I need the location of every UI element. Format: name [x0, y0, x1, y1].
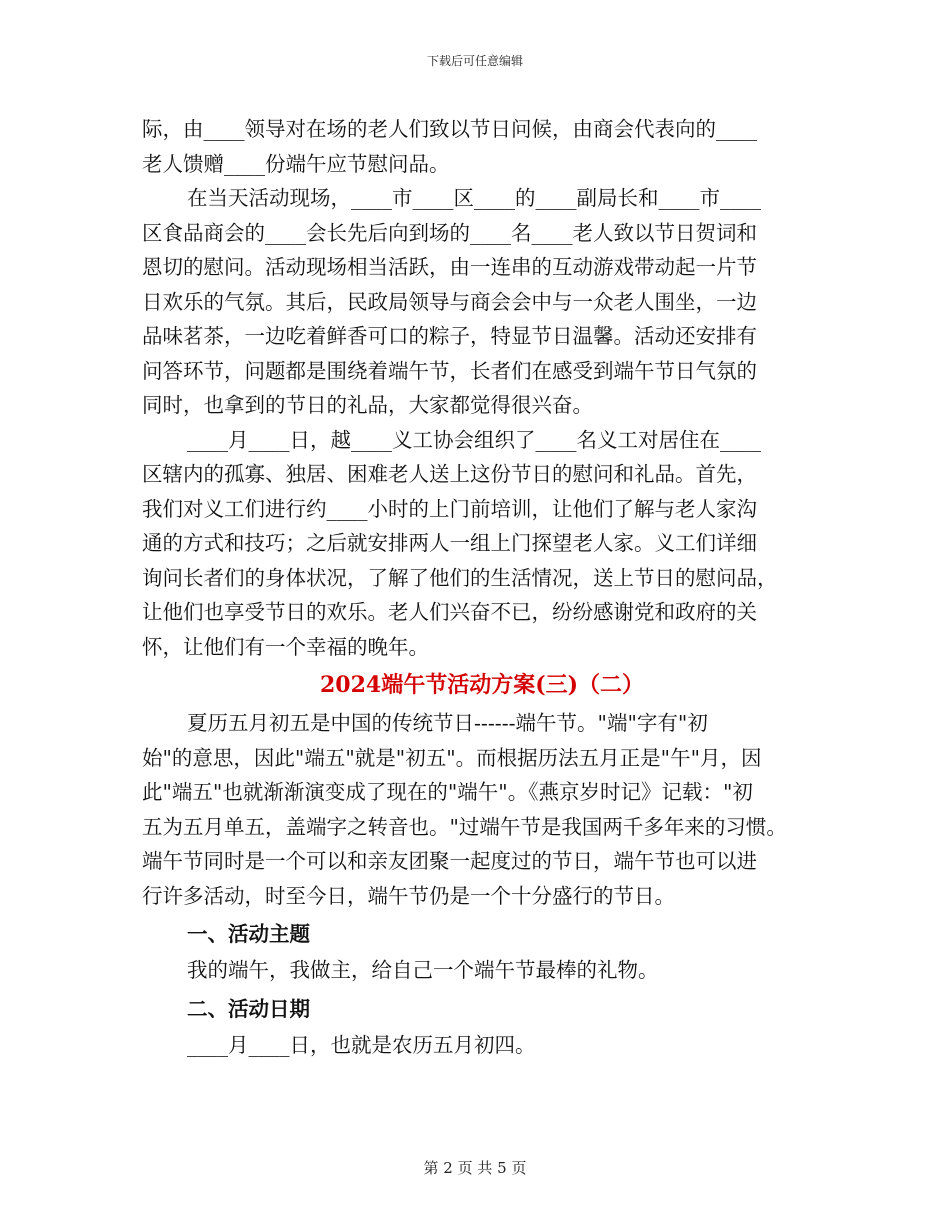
page-header: 下载后可任意编辑 [426, 54, 523, 68]
text-line: 我们对义工们进行约____小时的上门前培训，让他们了解与老人家沟 [142, 496, 757, 521]
text-line: 我的端午，我做主，给自己一个端午节最棒的礼物。 [187, 958, 659, 982]
paragraph-4 [142, 706, 822, 913]
text-line: 夏历五月初五是中国的传统节日------端午节。"端"字有"初 [187, 711, 708, 735]
document-body [142, 112, 822, 1062]
text-line: 让他们也享受节日的欢乐。老人们兴奋不已，纷纷感谢党和政府的关 [142, 600, 757, 624]
text-line: 始"的意思，因此"端五"就是"初五"。而根据历法五月正是"午"月，因 [142, 745, 762, 770]
text-line: ____月____日，越____义工协会组织了____名义工对居住在____ [187, 427, 761, 452]
text-line: 通的方式和技巧；之后就安排两人一组上门探望老人家。义工们详细 [142, 531, 757, 555]
text-line: 同时，也拿到的节日的礼品，大家都觉得很兴奋。 [142, 393, 593, 417]
text-line: 询问长者们的身体状况，了解了他们的生活情况，送上节日的慰问品， [142, 565, 778, 590]
text-line: 行许多活动，时至今日，端午节仍是一个十分盛行的节日。 [142, 883, 675, 908]
text-line: 日欢乐的气氛。其后，民政局领导与商会会中与一众老人围坐，一边 [142, 289, 757, 314]
text-line: 际，由____领导对在场的老人们致以节日问候，由商会代表向的____ [142, 117, 757, 141]
text-line: 五为五月单五，盖端字之转音也。"过端午节是我国两千多年来的习惯。 [142, 814, 787, 839]
paragraph-2 [142, 181, 822, 423]
text-line: 端午节同时是一个可以和亲友团聚一起度过的节日，端午节也可以进 [142, 849, 757, 873]
heading-activity-theme: 一、活动主题 [187, 922, 310, 946]
text-line: 区食品商会的____会长先后向到场的____名____老人致以节日贺词和 [142, 220, 757, 245]
page-footer: 第 2 页 共 5 页 [423, 1159, 527, 1177]
heading-activity-date: 二、活动日期 [187, 996, 310, 1021]
text-line: 品味茗茶，一边吃着鲜香可口的粽子，特显节日温馨。活动还安排有 [142, 324, 757, 348]
paragraph-3 [142, 423, 822, 665]
text-line: 问答环节，问题都是围绕着端午节，长者们在感受到端午节日气氛的 [142, 358, 757, 383]
text-line: 怀，让他们有一个幸福的晚年。 [142, 634, 429, 659]
text-line: 老人馈赠____份端午应节慰问品。 [142, 151, 450, 176]
text-line: ____月____日，也就是农历五月初四。 [187, 1032, 536, 1057]
text-line: 在当天活动现场，____市____区____的____副局长和____市____ [187, 186, 761, 210]
section-title: 2024端午节活动方案(三)（二） [319, 672, 645, 698]
paragraph-1 [142, 112, 822, 181]
text-line: 此"端五"也就渐渐演变成了现在的"端午"。《燕京岁时记》记载："初 [142, 780, 753, 804]
text-line: 恩切的慰问。活动现场相当活跃，由一连串的互动游戏带动起一片节 [142, 255, 757, 279]
text-line: 区辖内的孤寡、独居、困难老人送上这份节日的慰问和礼品。首先， [142, 462, 757, 486]
